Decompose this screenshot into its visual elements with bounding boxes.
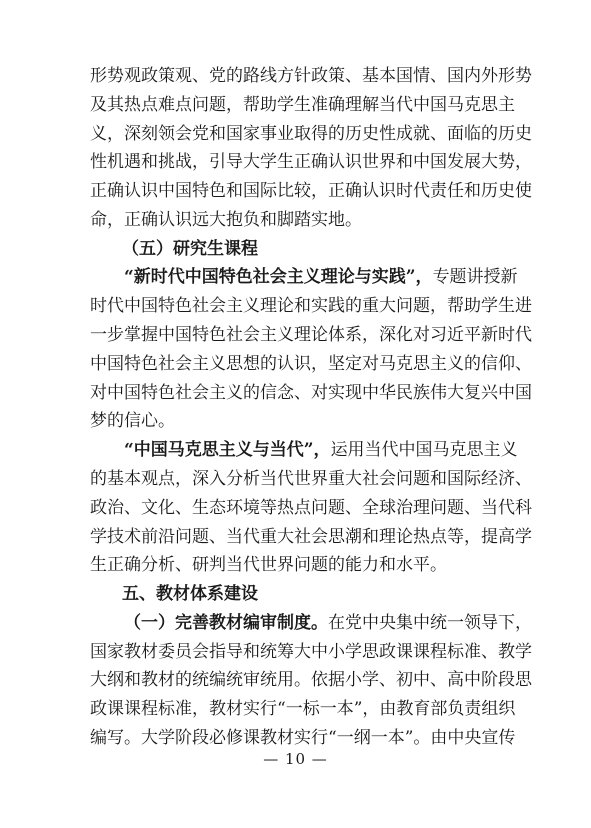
body-text-line: 义，深刻领会党和国家事业取得的历史性成就、面临的历史 <box>90 123 532 144</box>
course-paragraph-first-line <box>124 440 518 461</box>
section-heading: （五）研究生课程 <box>122 238 258 259</box>
chapter-heading: 五、教材体系建设 <box>122 584 258 605</box>
body-text-line: 性机遇和挑战，引导大学生正确认识世界和中国发展大势， <box>90 152 532 173</box>
body-text-line: 政治、文化、生态环境等热点问题、全球治理问题、当代科 <box>90 497 532 518</box>
body-text-line: 政课课程标准，教材实行“一标一本”，由教育部负责组织 <box>90 699 516 720</box>
body-text-line: 及其热点难点问题，帮助学生准确理解当代中国马克思主 <box>90 94 515 115</box>
body-text-line: 国家教材委员会指导和统筹大中小学思政课课程标准、教学 <box>90 641 532 662</box>
course-title: “新时代中国特色社会主义理论与实践”， <box>124 267 433 288</box>
course-paragraph-first-line <box>124 267 518 288</box>
course-title: “中国马克思主义与当代”， <box>124 440 331 461</box>
body-text-line: 大纲和教材的统编统审统用。依据小学、初中、高中阶段思 <box>90 670 532 691</box>
body-text-line: 时代中国特色社会主义理论和实践的重大问题，帮助学生进 <box>90 296 532 317</box>
body-text-line: 命，正确认识远大抱负和脚踏实地。 <box>90 209 362 230</box>
body-text-line: 梦的信心。 <box>90 411 175 432</box>
body-text-line: 对中国特色社会主义的信念、对实现中华民族伟大复兴中国 <box>90 382 532 403</box>
body-text-line: 中国特色社会主义思想的认识，坚定对马克思主义的信仰、 <box>90 353 532 374</box>
subsection-title: （一）完善教材编审制度。 <box>124 612 328 633</box>
course-text: 运用当代中国马克思主义 <box>330 440 518 461</box>
body-text-line: 学技术前沿问题、当代重大社会思潮和理论热点等，提高学 <box>90 526 532 547</box>
body-text-line: 编写。大学阶段必修课教材实行“一纲一本”。由中央宣传 <box>90 728 516 748</box>
body-text-line: 形势观政策观、党的路线方针政策、基本国情、国内外形势 <box>90 66 532 86</box>
body-text-line: 的基本观点，深入分析当代世界重大社会问题和国际经济、 <box>90 468 532 489</box>
body-text-line: 正确认识中国特色和国际比较，正确认识时代责任和历史使 <box>90 181 532 202</box>
body-text-line: 一步掌握中国特色社会主义理论体系，深化对习近平新时代 <box>90 325 532 346</box>
subsection-text: 在党中央集中统一领导下， <box>328 612 532 633</box>
page-number: — 10 — <box>263 750 328 768</box>
body-text-line: 生正确分析、研判当代世界问题的能力和水平。 <box>90 555 447 576</box>
subsection-paragraph-first-line <box>124 612 532 633</box>
course-text: 专题讲授新 <box>432 267 518 288</box>
